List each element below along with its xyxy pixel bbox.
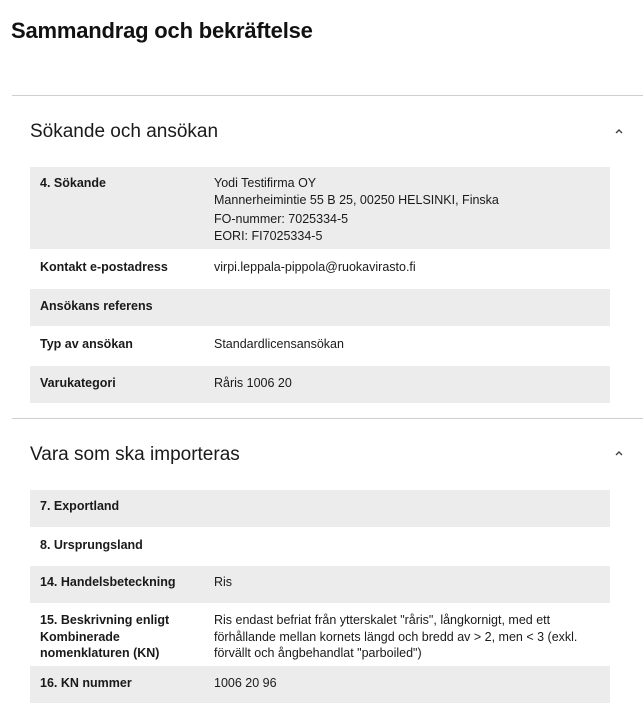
table-row xyxy=(30,528,610,566)
page-title: Sammandrag och bekräftelse xyxy=(11,18,313,43)
row-value: virpi.leppala-pippola@ruokavirasto.fi xyxy=(214,260,416,274)
row-label: 8. Ursprungsland xyxy=(40,538,143,552)
table-row xyxy=(30,490,610,528)
divider-top xyxy=(12,95,643,96)
table-row xyxy=(30,366,610,404)
row-label: 7. Exportland xyxy=(40,499,120,513)
section-title-applicant: Sökande och ansökan xyxy=(30,121,219,142)
row-value: 1006 20 96 xyxy=(214,676,277,690)
table-row xyxy=(30,289,610,327)
row-label: 15. Beskrivning enligt Kombinerade nomenklaturen (KN) xyxy=(40,613,170,660)
chevron-up-icon[interactable] xyxy=(612,126,626,136)
row-value: Ris endast befriat från ytterskalet "råris", långkornigt, med ett förhållande mellan kornets längd och bredd av > 2, men < 3 (exkl. förvällt och ångbehandlat "parboiled") xyxy=(214,613,578,660)
row-label: Varukategori xyxy=(40,376,116,390)
divider-middle xyxy=(12,418,643,419)
row-value: Råris 1006 20 xyxy=(214,376,292,390)
chevron-up-icon[interactable] xyxy=(612,448,626,458)
row-label: 14. Handelsbeteckning xyxy=(40,575,176,589)
table-row xyxy=(30,327,610,366)
section-title-goods: Vara som ska importeras xyxy=(30,444,240,465)
table-row xyxy=(30,566,610,604)
table-row xyxy=(30,666,610,704)
row-label: Ansökans referens xyxy=(40,299,153,313)
table-row xyxy=(30,250,610,289)
row-label: 16. KN nummer xyxy=(40,676,132,690)
goods-table xyxy=(30,490,610,704)
row-label: Typ av ansökan xyxy=(40,337,133,351)
row-value: Standardlicensansökan xyxy=(214,337,344,351)
row-label: Kontakt e-postadress xyxy=(40,260,168,274)
row-value: Ris xyxy=(214,575,233,589)
table-row xyxy=(30,167,610,250)
row-label: 4. Sökande xyxy=(40,176,106,190)
applicant-table xyxy=(30,167,610,404)
table-row xyxy=(30,604,610,666)
row-value: Yodi Testifirma OY Mannerheimintie 55 B 25, 00250 HELSINKI, Finska FO-nummer: 7025334-5 EORI: FI7025334-5 xyxy=(214,176,499,243)
